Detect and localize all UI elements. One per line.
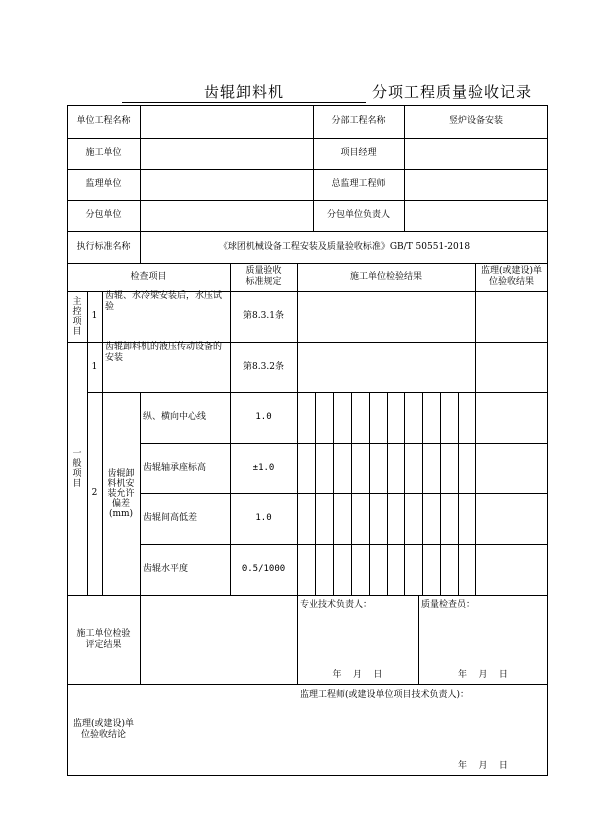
main-item-desc-line1: 齿辊、水冷梁安装后，水压试 [105,291,223,301]
general-item-1-standard: 第8.3.2条 [243,361,284,372]
col-quality-standard [230,263,297,291]
unit-project-label: 单位工程名称 [76,116,131,126]
main-item-desc-line2: 验 [105,302,115,312]
subitem-name: 齿辊轴承座标高 [143,462,207,473]
evaluation-label-line2: 评定结果 [85,639,122,650]
col-supervision-result-line2: 位验收结果 [488,277,534,287]
category-line: (mm) [108,508,134,519]
subitem-tolerance: 1.0 [255,412,272,422]
general-label-char: 般 [72,458,82,469]
grid-line [440,392,441,595]
construction-unit-label: 施工单位 [85,148,122,158]
evaluation-label-line1: 施工单位检验 [76,628,131,639]
category-line: 装允许 [107,488,135,499]
general-item-1-desc-line1: 齿辊卸料机的液压传动设备的 [105,342,223,352]
col-inspection-item: 检查项目 [130,271,167,282]
general-item-2-no: 2 [91,488,98,498]
subcontractor-manager-label: 分包单位负责人 [326,210,390,220]
subcontractor-label: 分包单位 [85,210,122,220]
standard-label: 执行标准名称 [76,241,131,252]
tech-lead-signature[interactable]: 专业技术负责人： [300,599,373,610]
col-quality-standard-line2: 标准规定 [245,277,282,287]
supervision-engineer-signature[interactable]: 监理工程师(或建设单位项目技术负责人)： [300,689,470,700]
evaluation-date-right[interactable]: 年 月 日 [458,669,508,680]
col-line [297,263,298,684]
main-label-char: 目 [72,326,82,337]
unit-project-value[interactable] [141,105,313,138]
grid-line [351,392,352,595]
grid-line [333,392,334,595]
evaluation-date-left[interactable]: 年 月 日 [332,669,383,680]
main-items-group-label [67,291,87,342]
category-line: 齿辊卸 [107,468,135,479]
general-item-2-category [102,392,140,595]
title-suffix: 分项工程质量验收记录 [372,83,533,101]
col-quality-standard-line1: 质量验收 [245,266,282,276]
document-title [122,80,542,106]
project-name: 齿辊卸料机 [122,80,366,103]
evaluation-label [67,595,140,684]
sub-project-label: 分部工程名称 [331,116,386,126]
col-supervision-result-line1: 监理(或建设)单 [480,266,543,276]
main-item-standard: 第8.3.1条 [243,311,284,321]
grid-line [422,392,423,595]
col-line [475,263,476,595]
supervision-unit-label: 监理单位 [85,179,122,189]
conclusion-label-line2: 位验收结论 [80,730,126,740]
sub-project-value[interactable]: 竖炉设备安装 [448,116,503,126]
col-construction-result: 施工单位检验结果 [349,271,422,282]
general-label-char: 项 [72,468,82,479]
main-label-char: 主 [72,296,82,307]
quality-inspector-signature[interactable]: 质量检查员： [421,599,476,610]
col-supervision-result [475,263,548,291]
main-item-no: 1 [91,311,98,321]
chief-supervisor-label: 总监理工程师 [331,179,386,189]
subitem-name: 纵、横向中心线 [143,412,207,422]
conclusion-label-line1: 监理(或建设)单 [72,719,135,729]
grid-line [404,392,405,595]
category-line: 料机安 [107,478,135,489]
subitem-name: 齿辊间高低差 [143,513,198,523]
main-label-char: 项 [72,316,82,327]
general-item-1-no: 1 [91,361,98,372]
conclusion-label [67,684,140,776]
subitem-name: 齿辊水平度 [143,564,189,574]
general-item-1-desc [105,342,230,392]
grid-line [315,392,316,595]
subitem-tolerance: 0.5/1000 [241,564,286,574]
grid-line [458,392,459,595]
conclusion-date[interactable]: 年 月 日 [458,760,508,771]
category-line: 偏差 [111,498,130,509]
main-item-desc [105,291,230,342]
grid-line [369,392,370,595]
subitem-tolerance: 1.0 [255,513,272,523]
col-line [140,392,141,684]
general-item-1-desc-line2: 安装 [105,353,124,363]
project-manager-label: 项目经理 [340,148,377,158]
subitem-tolerance: ±1.0 [252,462,275,473]
standard-value: 《球团机械设备工程安装及质量验收标准》GB/T 50551-2018 [218,241,471,252]
grid-line [387,392,388,595]
general-label-char: 目 [72,478,82,489]
main-label-char: 控 [72,306,82,317]
general-items-group-label [67,342,87,595]
general-label-char: 一 [72,448,82,459]
